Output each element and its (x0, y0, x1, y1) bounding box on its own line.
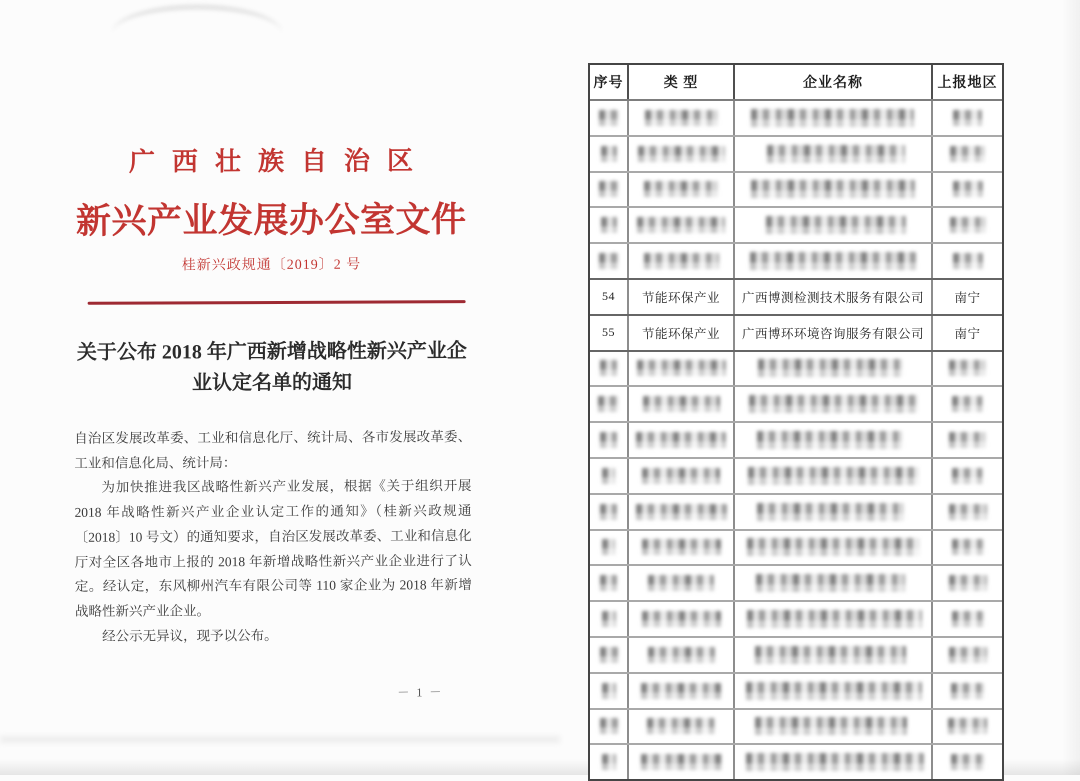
cell-type (629, 531, 735, 565)
cell-type (629, 423, 735, 457)
table-row-censored (590, 600, 1002, 636)
cell-company (735, 531, 933, 565)
cell-type (629, 495, 735, 529)
censored-text-block (648, 647, 715, 663)
cell-type (629, 745, 735, 779)
censored-text-block (949, 575, 987, 591)
censored-text-block (949, 647, 987, 663)
censored-text-block (645, 110, 718, 126)
table-row-censored (590, 529, 1002, 565)
body-paragraph-1: 为加快推进我区战略性新兴产业发展，根据《关于组织开展 2018 年战略性新兴产业企业认定工作的通知》（桂新兴政规通〔2018〕10 号文）的通知要求，自治区发展改革委、工业和信息化厅对全区各地市上报的 2018 年新增战略性新兴产业企业进行了认定。经认定，东风柳州汽车有限公司等 110 家企业为 2018 年新增战略性新兴产业企业。 (74, 478, 472, 619)
censored-text-block (600, 432, 617, 448)
censored-text-block (755, 717, 907, 735)
censored-text-block (642, 468, 720, 484)
cell-type (629, 208, 735, 242)
page-number: － 1 － (397, 685, 444, 700)
cell-company: 广西博测检测技术服务有限公司 (735, 280, 933, 314)
censored-text-block (767, 145, 905, 163)
cell-seq: 55 (590, 316, 629, 350)
company-table (588, 63, 1004, 781)
column-header: 企业名称 (735, 65, 933, 99)
censored-text-block (642, 611, 721, 627)
cell-type (629, 173, 735, 207)
cell-company (735, 101, 933, 135)
issuer-name: 广西壮族自治区 (128, 146, 431, 177)
censored-text-block (647, 718, 715, 734)
censored-text-block (600, 647, 618, 663)
censored-text-block (602, 754, 616, 770)
censored-text-block (949, 504, 987, 520)
table-header-row (590, 65, 1002, 99)
censored-text-block (750, 252, 916, 270)
censored-text-block (953, 181, 983, 197)
censored-text-block (756, 574, 905, 592)
cell-region (933, 208, 1002, 242)
column-header: 类 型 (629, 65, 735, 99)
cell-seq: 54 (590, 280, 629, 314)
censored-text-block (952, 468, 983, 484)
censored-text-block (637, 217, 725, 233)
cell-region (933, 423, 1002, 457)
cell-seq (590, 602, 629, 636)
cell-company (735, 459, 933, 493)
cell-region (933, 602, 1002, 636)
cell-region: 南宁 (954, 326, 981, 341)
table-row-censored (590, 385, 1002, 421)
cell-type: 节能环保产业 (629, 316, 735, 350)
cell-seq (590, 531, 629, 565)
censored-text-block (747, 610, 922, 628)
table-row (590, 278, 1002, 314)
cell-company (735, 423, 933, 457)
censored-text-block (602, 468, 615, 484)
censored-text-block (953, 110, 982, 126)
censored-text-block (598, 396, 619, 412)
notice-title-line2: 业认定名单的通知 (191, 371, 353, 395)
table-row-censored (590, 708, 1002, 744)
cell-region (933, 387, 1002, 421)
cell-type (629, 710, 735, 744)
cell-company: 广西博环环境咨询服务有限公司 (735, 316, 933, 350)
table-row (590, 314, 1002, 350)
cell-seq (590, 495, 629, 529)
censored-text-block (602, 611, 616, 627)
cell-seq (590, 566, 629, 600)
censored-text-block (952, 539, 984, 555)
cell-type (629, 137, 735, 171)
censored-text-block (748, 467, 919, 485)
cell-type (629, 387, 735, 421)
table-row-censored (590, 242, 1002, 278)
censored-text-block (950, 146, 985, 162)
censored-text-block (599, 253, 619, 269)
notice-page (0, 0, 542, 776)
table-row-censored (590, 135, 1002, 171)
cell-type (629, 352, 735, 386)
censored-text-block (749, 395, 918, 413)
censored-text-block (757, 431, 902, 449)
censored-text-block (644, 181, 718, 197)
censored-text-block (638, 146, 725, 162)
table-row-censored (590, 206, 1002, 242)
cell-type (629, 101, 735, 135)
cell-region (933, 459, 1002, 493)
cell-seq (590, 352, 629, 386)
cell-company (735, 208, 933, 242)
censored-text-block (600, 575, 617, 591)
censored-text-block (602, 683, 616, 699)
recipients-line: 自治区发展改革委、工业和信息化厅、统计局、各市发展改革委、工业和信息化局、统计局： (74, 429, 472, 471)
cell-region (933, 495, 1002, 529)
table-row-censored (590, 493, 1002, 529)
table-row-censored (590, 672, 1002, 708)
censored-text-block (636, 504, 727, 520)
cell-type: 节能环保产业 (629, 280, 735, 314)
notice-body (74, 425, 472, 649)
censored-text-block (949, 432, 986, 448)
censored-text-block (751, 109, 914, 127)
censored-text-block (601, 146, 617, 162)
censored-text-block (757, 503, 904, 521)
cell-seq (590, 244, 629, 278)
censored-text-block (951, 754, 984, 770)
document-number: 桂新兴政规通〔2019〕2 号 (181, 257, 362, 274)
cell-company (735, 602, 933, 636)
cell-seq (590, 423, 629, 457)
cell-region (933, 745, 1002, 779)
cell-company (735, 137, 933, 171)
scan-artifact-edge-shadow (1062, 0, 1080, 775)
censored-text-block (600, 718, 618, 734)
body-paragraph-2: 经公示无异议，现予以公布。 (102, 627, 278, 644)
cell-region (933, 244, 1002, 278)
censored-text-block (599, 110, 619, 126)
censored-text-block (747, 538, 920, 556)
cell-seq (590, 208, 629, 242)
cell-seq (590, 173, 629, 207)
cell-type (629, 602, 735, 636)
cell-type (629, 638, 735, 672)
table-row-censored (590, 350, 1002, 386)
cell-company (735, 173, 933, 207)
censored-text-block (636, 432, 726, 448)
censored-text-block (755, 646, 906, 664)
censored-text-block (953, 253, 983, 269)
cell-company (735, 710, 933, 744)
table-row-censored (590, 457, 1002, 493)
censored-text-block (949, 360, 986, 376)
cell-type (629, 244, 735, 278)
cell-company (735, 566, 933, 600)
cell-region (933, 531, 1002, 565)
cell-region (933, 137, 1002, 171)
censored-text-block (952, 611, 984, 627)
red-divider-line (88, 300, 466, 305)
column-header: 上报地区 (937, 76, 998, 91)
censored-text-block (766, 216, 906, 234)
cell-region: 南宁 (954, 290, 981, 305)
table-row-censored (590, 636, 1002, 672)
table-row-censored (590, 564, 1002, 600)
cell-seq (590, 387, 629, 421)
censored-text-block (599, 181, 619, 197)
notice-title (60, 336, 484, 400)
censored-text-block (948, 718, 987, 734)
cell-seq (590, 674, 629, 708)
censored-text-block (637, 360, 726, 376)
cell-seq (590, 459, 629, 493)
censored-text-block (641, 754, 722, 770)
cell-seq (590, 710, 629, 744)
censored-text-block (602, 539, 615, 555)
column-header: 序号 (590, 65, 629, 99)
censored-text-block (746, 682, 922, 700)
censored-text-block (950, 217, 986, 233)
cell-region (933, 352, 1002, 386)
cell-region (933, 173, 1002, 207)
censored-text-block (601, 217, 617, 233)
cell-seq (590, 638, 629, 672)
cell-company (735, 745, 933, 779)
cell-company (735, 387, 933, 421)
cell-company (735, 674, 933, 708)
cell-region (933, 101, 1002, 135)
censored-text-block (746, 753, 924, 771)
notice-title-line1: 关于公布 2018 年广西新增战略性新兴产业企 (76, 340, 467, 364)
cell-type (629, 566, 735, 600)
cell-seq (590, 745, 629, 779)
censored-text-block (600, 360, 617, 376)
censored-text-block (758, 359, 902, 377)
censored-text-block (643, 396, 720, 412)
cell-seq (590, 101, 629, 135)
issuing-office-title: 新兴产业发展办公室文件 (75, 200, 467, 241)
cell-region (933, 566, 1002, 600)
cell-region (933, 710, 1002, 744)
censored-text-block (600, 504, 617, 520)
table-row-censored (590, 743, 1002, 779)
table-row-censored (590, 99, 1002, 135)
cell-type (629, 459, 735, 493)
censored-text-block (751, 180, 915, 198)
table-row-censored (590, 171, 1002, 207)
censored-text-block (951, 683, 984, 699)
cell-type (629, 674, 735, 708)
censored-text-block (648, 575, 714, 591)
censored-text-block (641, 683, 721, 699)
cell-company (735, 495, 933, 529)
cell-region (933, 638, 1002, 672)
cell-company (735, 638, 933, 672)
censored-text-block (644, 253, 719, 269)
cell-company (735, 352, 933, 386)
cell-company (735, 244, 933, 278)
censored-text-block (642, 539, 721, 555)
table-row-censored (590, 421, 1002, 457)
cell-region (933, 674, 1002, 708)
censored-text-block (952, 396, 983, 412)
cell-seq (590, 137, 629, 171)
company-list-page (588, 63, 1004, 781)
